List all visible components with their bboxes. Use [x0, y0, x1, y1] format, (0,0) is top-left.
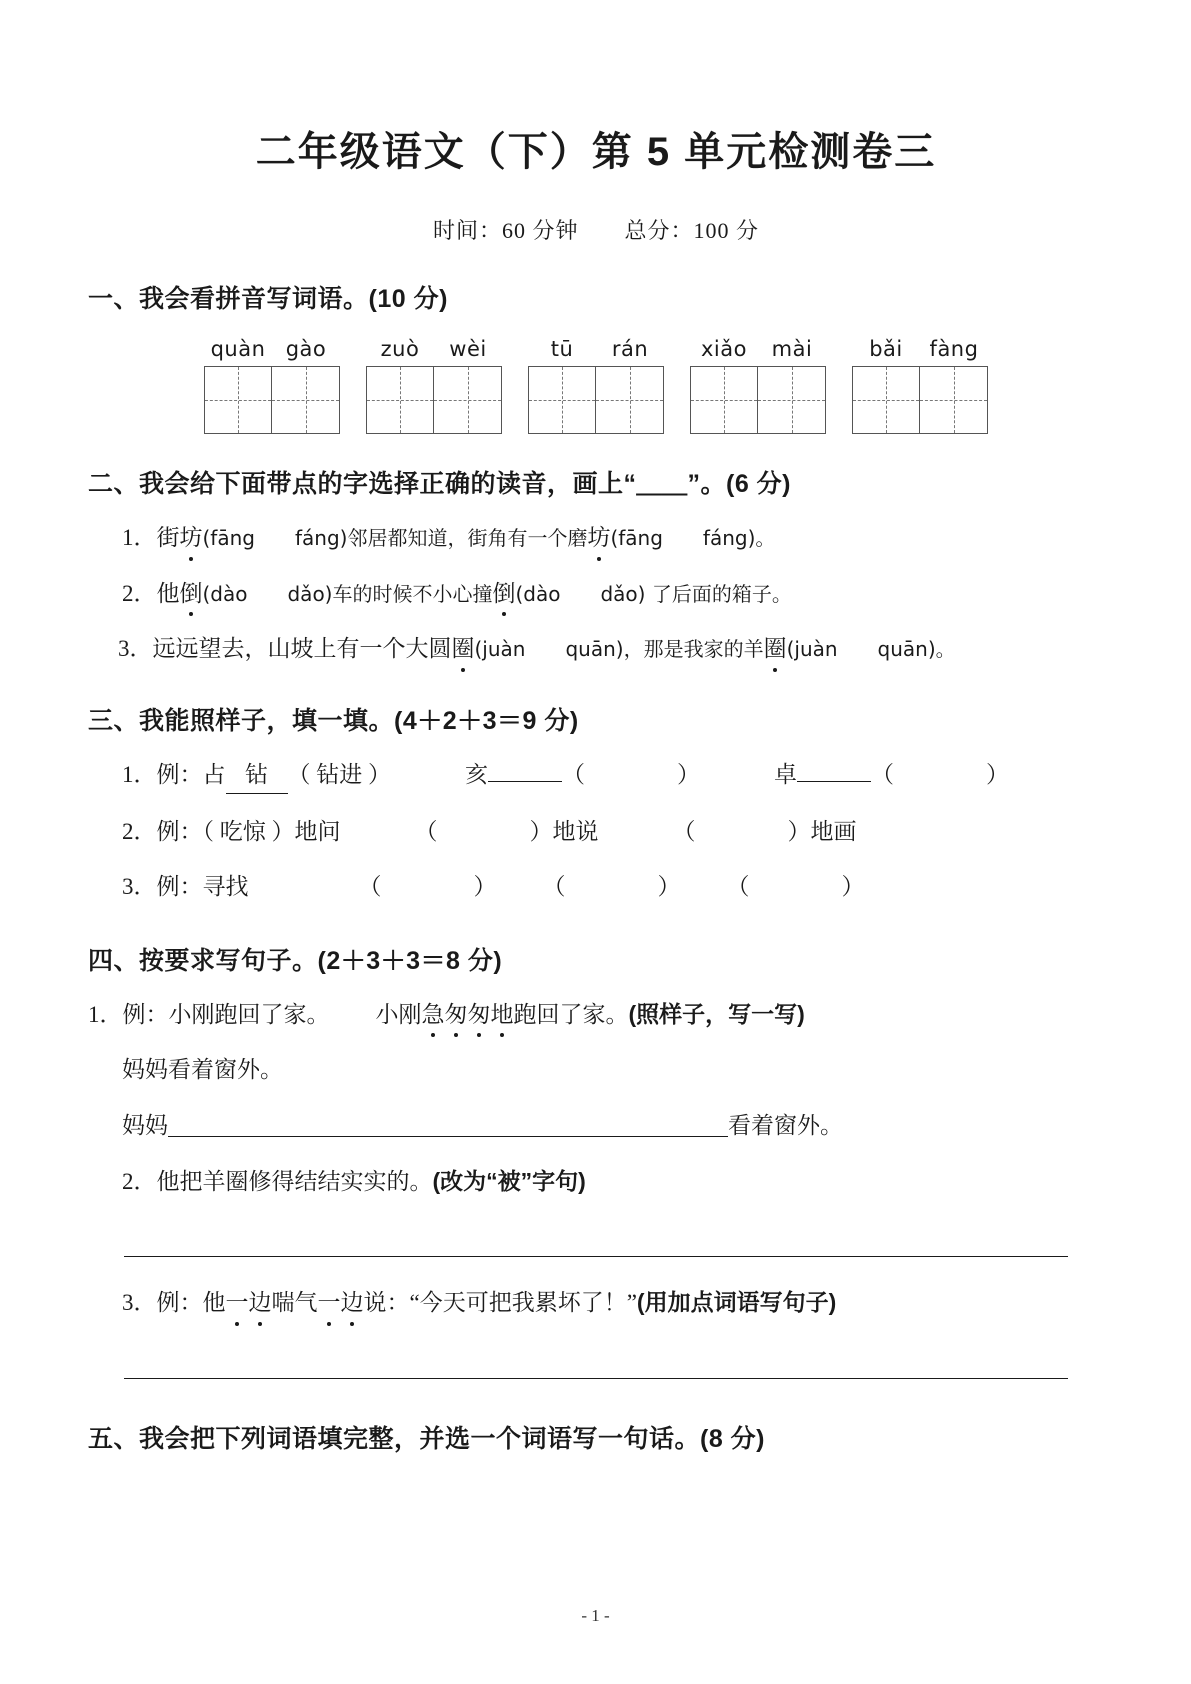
pinyin-syllable: tū: [550, 337, 574, 361]
item-text: 例：他: [156, 1290, 226, 1316]
paren-close: ）: [841, 874, 865, 900]
pinyin-group: [690, 337, 826, 434]
pinyin-syllable: xiǎo: [701, 337, 747, 361]
section-heading-4: 四、按要求写句子。(2＋3＋3＝8 分): [88, 946, 503, 975]
tianzi-grid[interactable]: [852, 366, 988, 434]
answer-line: [88, 1108, 1104, 1144]
pinyin-syllable: rán: [611, 337, 649, 361]
item-text[interactable]: (juàn quān)，那是我家的羊: [474, 637, 764, 662]
fill-blank[interactable]: [488, 781, 562, 782]
pinyin-syllable: quàn: [210, 337, 266, 361]
dotted-char: 圈: [764, 631, 787, 667]
item-text[interactable]: (dào dǎo) 了后面的箱子。: [515, 581, 792, 606]
dotted-char: 急: [422, 997, 445, 1033]
tianzi-cell[interactable]: [528, 366, 596, 434]
dotted-phrase: [226, 1290, 272, 1315]
tianzi-cell[interactable]: [920, 366, 988, 434]
pinyin-label-pair: [690, 337, 826, 361]
dotted-char: 圈: [452, 631, 475, 667]
tianzi-grid[interactable]: [528, 366, 664, 434]
question-item: [88, 520, 1104, 556]
instruction-note: (照样子，写一写): [628, 1000, 805, 1027]
tianzi-grid[interactable]: [204, 366, 340, 434]
pinyin-group: [204, 337, 340, 434]
item-number: 1．: [122, 525, 157, 550]
dotted-char: 一: [318, 1285, 341, 1321]
item-text: 说：“今天可把我累坏了！”: [363, 1290, 637, 1316]
dotted-char: 坊: [180, 520, 203, 556]
example-word: （ 钻进 ）: [287, 761, 391, 787]
exam-meta: 时间：60 分钟 总分：100 分: [432, 218, 759, 243]
pinyin-syllable: wèi: [449, 337, 487, 361]
pinyin-label-pair: [366, 337, 502, 361]
tianzi-cell[interactable]: [690, 366, 758, 434]
item-text[interactable]: (fāng fáng)邻居都知道，街角有一个磨: [202, 526, 588, 550]
tianzi-cell[interactable]: [272, 366, 340, 434]
dotted-char: 坊: [587, 520, 610, 556]
paren-close: ）: [677, 761, 700, 787]
tianzi-grid[interactable]: [690, 366, 826, 434]
paren-close: ）: [986, 761, 1009, 787]
dotted-char: 匆: [445, 997, 468, 1033]
paren-open: （: [672, 818, 696, 844]
dotted-char: 边: [249, 1285, 272, 1321]
question-item: [88, 757, 1104, 794]
pinyin-syllable: gào: [285, 337, 327, 361]
dotted-phrase: [422, 1002, 514, 1027]
item-number: 3．: [122, 1290, 157, 1316]
dotted-char: 地: [491, 997, 514, 1033]
prompt-sentence: 妈妈看着窗外。: [122, 1057, 283, 1083]
fill-blank[interactable]: [168, 1136, 728, 1137]
item-text: 地问: [294, 818, 341, 844]
item-text: 他把羊圈修得结结实实的。: [156, 1168, 433, 1194]
paren-open: （: [562, 761, 585, 787]
item-number: 3．: [118, 636, 153, 662]
tianzi-grid[interactable]: [366, 366, 502, 434]
dotted-char: 倒: [492, 576, 515, 612]
item-text: 喘气: [271, 1290, 318, 1316]
page-title: 二年级语文（下）第 5 单元检测卷三: [255, 130, 937, 174]
paren-open: （: [726, 874, 750, 900]
item-text: 小刚: [375, 1001, 422, 1027]
paren-open: （: [542, 874, 566, 900]
item-text: 亥: [465, 761, 488, 787]
pinyin-syllable: bǎi: [869, 337, 903, 361]
pinyin-syllable: zuò: [380, 337, 420, 361]
question-item: [88, 997, 1104, 1033]
question-item: [88, 814, 1104, 850]
section-heading-5: 五、我会把下列词语填完整，并选一个词语写一句话。(8 分): [88, 1425, 766, 1454]
paren-open: （: [358, 874, 382, 900]
dotted-phrase: [318, 1290, 364, 1315]
pinyin-group: [528, 337, 664, 434]
dotted-char: 一: [226, 1285, 249, 1321]
item-text[interactable]: (fāng fáng)。: [610, 526, 776, 550]
instruction-note: (改为“被”字句): [432, 1167, 586, 1194]
dotted-char: 倒: [180, 576, 203, 612]
item-text: 例：占: [156, 761, 226, 787]
section-heading-3: 三、我能照样子，填一填。(4＋2＋3＝9 分): [88, 706, 579, 735]
answer-rule-line[interactable]: [124, 1377, 1068, 1379]
example-filled-blank: 钻: [226, 757, 288, 794]
item-text: 街: [156, 525, 180, 550]
answer-prefix: 妈妈: [122, 1113, 168, 1139]
item-number: 2．: [122, 580, 157, 606]
item-text: ）地画: [787, 818, 857, 844]
question-item: [88, 1285, 1104, 1321]
item-text[interactable]: (dào dǎo)车的时候不小心撞: [202, 581, 493, 606]
tianzi-cell[interactable]: [852, 366, 920, 434]
item-text: 例：寻找: [156, 874, 249, 900]
section-heading-2: 二、我会给下面带点的字选择正确的读音，画上“＿＿”。(6 分): [88, 470, 792, 498]
example-word: （ 吃惊 ）: [202, 818, 295, 844]
question-item: [88, 631, 1104, 667]
pinyin-label-pair: [528, 337, 664, 361]
question-item: [88, 576, 1104, 612]
paren-close: ）: [473, 874, 497, 900]
pinyin-group: [852, 337, 988, 434]
pinyin-label-pair: [204, 337, 340, 361]
pinyin-syllable: fàng: [929, 337, 979, 361]
answer-rule-line[interactable]: [124, 1255, 1068, 1257]
dotted-char: 匆: [468, 997, 491, 1033]
pinyin-label-pair: [852, 337, 988, 361]
paren-open: （: [871, 761, 894, 787]
pinyin-writing-grid: [88, 337, 1104, 434]
fill-blank[interactable]: [797, 781, 871, 782]
pinyin-group: [366, 337, 502, 434]
item-text: 卓: [774, 761, 797, 787]
page-content: [88, 0, 1104, 1463]
paren-open: （: [414, 818, 438, 844]
question-item: [88, 1164, 1104, 1200]
question-item: [88, 869, 1104, 905]
tianzi-cell[interactable]: [596, 366, 664, 434]
page-number: - 1 -: [581, 1606, 610, 1625]
item-number: 3．: [122, 874, 157, 900]
dotted-char: 边: [341, 1285, 364, 1321]
instruction-note: (用加点词语写句子): [636, 1289, 837, 1316]
item-number: 1．: [88, 1001, 123, 1027]
paren-close: ）: [657, 874, 681, 900]
item-number: 2．: [122, 1168, 157, 1194]
answer-suffix: 看着窗外。: [728, 1113, 843, 1139]
tianzi-cell[interactable]: [366, 366, 434, 434]
item-text: 跑回了家。: [513, 1001, 629, 1027]
item-text: ）地说: [529, 818, 599, 844]
tianzi-cell[interactable]: [434, 366, 502, 434]
item-text: 远远望去，山坡上有一个大圆: [152, 636, 452, 662]
pinyin-syllable: mài: [771, 337, 813, 361]
item-text[interactable]: (juàn quān)。: [786, 637, 956, 662]
tianzi-cell[interactable]: [758, 366, 826, 434]
tianzi-cell[interactable]: [204, 366, 272, 434]
section-heading-1: 一、我会看拼音写词语。(10 分): [88, 285, 448, 313]
item-text: 例：小刚跑回了家。: [122, 1001, 330, 1027]
item-number: 1．: [122, 761, 157, 787]
item-text: 例：: [156, 818, 203, 844]
item-number: 2．: [122, 818, 157, 844]
item-text: 他: [156, 580, 180, 606]
